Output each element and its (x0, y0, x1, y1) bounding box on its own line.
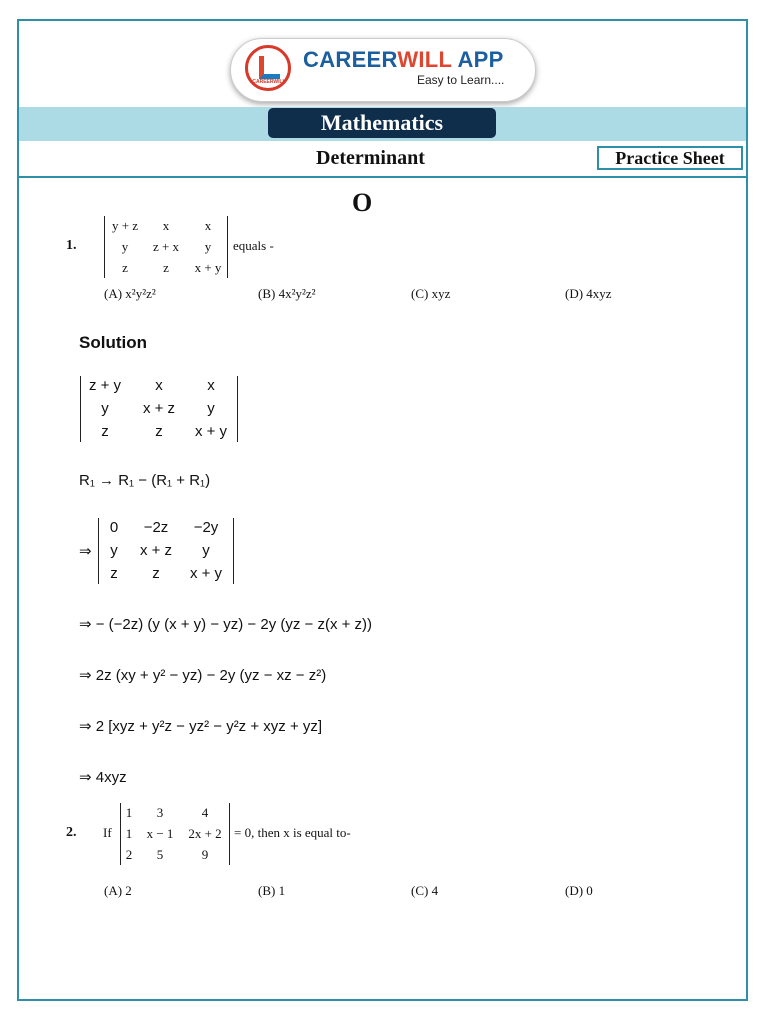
question-2-prefix: If (103, 825, 112, 840)
solution-determinant-1 (80, 376, 238, 442)
matrix-cell: y (204, 239, 212, 254)
matrix-cell: y + z (111, 218, 139, 233)
matrix-cell: 5 (156, 847, 164, 862)
question-2-option-b: (B) 1 (258, 883, 286, 898)
matrix-cell: x + z (142, 400, 176, 417)
practice-sheet-label: Practice Sheet (597, 146, 743, 170)
solution-step-3: ⇒ 2 [xyz + y²z − yz² − y²z + xyz + yz] (79, 718, 323, 735)
brand-logo (230, 38, 536, 102)
topic-title: Determinant (316, 147, 425, 169)
question-1-option-a: (A) x²y²z² (104, 286, 156, 301)
matrix-cell: y (207, 400, 215, 417)
solution-step-1: ⇒ − (−2z) (y (x + y) − yz) − 2y (yz − z(x + z)) (79, 616, 373, 633)
question-1-option-b: (B) 4x²y²z² (258, 286, 316, 301)
question-1-suffix: equals - (233, 238, 274, 253)
matrix-cell: z (155, 423, 163, 440)
question-2-option-c: (C) 4 (411, 883, 439, 898)
matrix-cell: z (163, 260, 169, 275)
matrix-cell: z + y (88, 377, 122, 394)
matrix-cell: y (121, 239, 129, 254)
matrix-cell: x + y (194, 423, 228, 440)
matrix-cell: 1 (125, 805, 133, 820)
matrix-cell: 4 (201, 805, 209, 820)
subject-title: Mathematics (268, 108, 496, 138)
matrix-cell: x (162, 218, 170, 233)
logo-icon (245, 45, 291, 91)
matrix-cell: −2z (143, 519, 169, 536)
matrix-cell: 9 (201, 847, 209, 862)
matrix-cell: x + y (194, 260, 222, 275)
matrix-cell: y (101, 400, 109, 417)
matrix-cell: 1 (125, 826, 133, 841)
brand-part-3: APP (451, 47, 504, 72)
question-2-option-a: (A) 2 (104, 883, 132, 898)
solution-heading: Solution (79, 333, 147, 352)
matrix-cell: 2 (125, 847, 133, 862)
matrix-cell: x + y (189, 565, 223, 582)
solution-step-4: ⇒ 4xyz (79, 769, 127, 786)
brand-tagline: Easy to Learn.... (417, 73, 505, 87)
matrix-cell: x + z (139, 542, 173, 559)
logo-mini-text: CAREERWILL (252, 79, 286, 85)
matrix-cell: x (204, 218, 212, 233)
matrix-cell: z (101, 423, 109, 440)
matrix-cell: 2x + 2 (188, 826, 222, 841)
matrix-cell: z (122, 260, 128, 275)
matrix-cell: 0 (109, 519, 119, 536)
question-2-option-d: (D) 0 (565, 883, 593, 898)
question-1-option-c: (C) xyz (411, 286, 451, 301)
brand-part-2: WILL (397, 47, 452, 72)
matrix-cell: z (110, 565, 118, 582)
question-2-determinant (120, 803, 230, 865)
matrix-cell: y (110, 542, 118, 559)
matrix-cell: 3 (156, 805, 164, 820)
row-operation: R₁ → R₁ − (R₁ + R₁) (79, 472, 211, 489)
matrix-cell: x (155, 377, 163, 394)
matrix-cell: x − 1 (146, 826, 174, 841)
question-2-number: 2. (66, 825, 77, 840)
question-1-determinant (104, 216, 228, 278)
matrix-cell: z (152, 565, 160, 582)
solution-determinant-2 (98, 518, 234, 584)
question-1-number: 1. (66, 238, 77, 253)
question-1-option-d: (D) 4xyz (565, 286, 612, 301)
matrix-cell: y (202, 542, 210, 559)
brand-name (303, 47, 504, 73)
matrix-cell: −2y (193, 519, 219, 536)
section-letter: O (352, 188, 373, 217)
solution-step-2: ⇒ 2z (xy + y² − yz) − 2y (yz − xz − z²) (79, 667, 327, 684)
matrix-cell: x (207, 377, 215, 394)
matrix-cell: z + x (152, 239, 180, 254)
implies-symbol: ⇒ (79, 543, 92, 560)
brand-part-1: CAREER (303, 47, 398, 72)
question-2-suffix: = 0, then x is equal to- (234, 825, 351, 840)
